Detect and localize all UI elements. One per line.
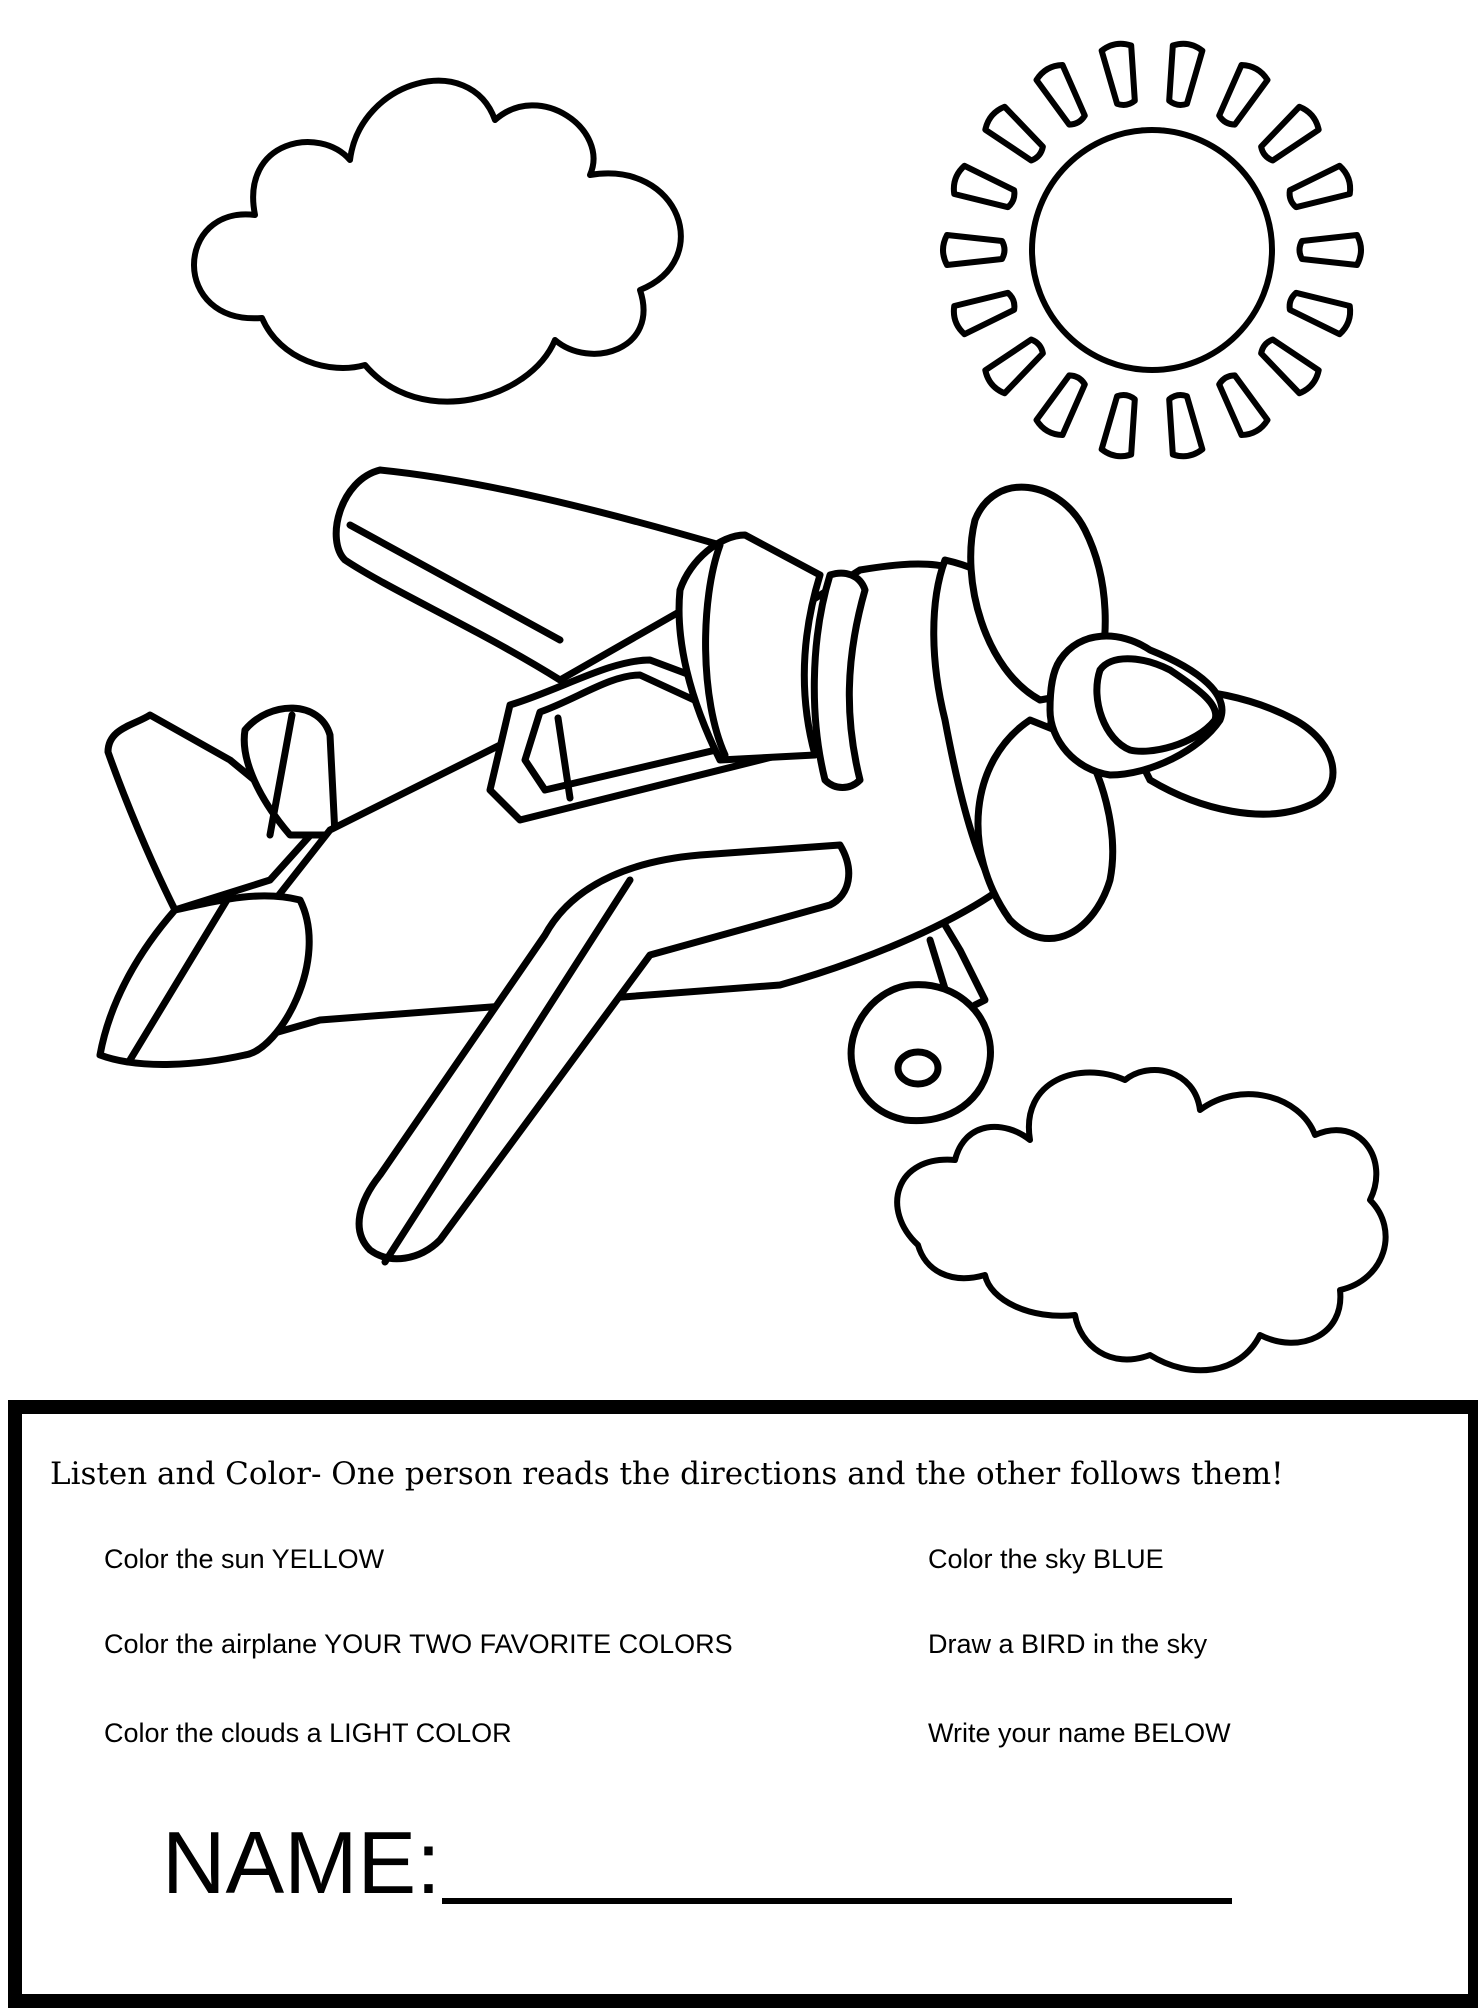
sun-icon [943, 44, 1361, 457]
instructions-heading: Listen and Color- One person reads the directions and the other follows them! [50, 1456, 1284, 1492]
cloud-icon [194, 81, 681, 402]
direction-sun: Color the sun YELLOW [104, 1544, 385, 1574]
sun-ray [1037, 375, 1085, 435]
name-label: NAME: [162, 1813, 441, 1912]
direction-airplane: Color the airplane YOUR TWO FAVORITE COLORS [104, 1629, 733, 1659]
sun-ray [954, 293, 1015, 334]
sun-ray [1102, 44, 1135, 105]
sun-ray [1290, 293, 1351, 334]
sun-ray [1300, 235, 1362, 265]
sun-ray [1169, 395, 1202, 456]
sun-ray [1037, 65, 1085, 125]
direction-bird: Draw a BIRD in the sky [928, 1629, 1208, 1659]
cloud-icon [897, 1070, 1385, 1370]
sun-ray [1102, 395, 1135, 456]
direction-clouds: Color the clouds a LIGHT COLOR [104, 1718, 512, 1748]
sun-ray [985, 340, 1043, 394]
name-write-line[interactable] [442, 1898, 1232, 1904]
sun-ray [985, 107, 1043, 161]
sun-ray [1290, 166, 1351, 207]
direction-name: Write your name BELOW [928, 1718, 1231, 1748]
sun-ray [1261, 340, 1319, 394]
directions-box [8, 1400, 1478, 2008]
direction-sky: Color the sky BLUE [928, 1544, 1164, 1574]
sun-ray [1169, 44, 1202, 105]
sun-ray [1219, 375, 1267, 435]
sun-ray [954, 166, 1015, 207]
sun-ray [1219, 65, 1267, 125]
sun-ray [943, 235, 1005, 265]
sun-ray [1261, 107, 1319, 161]
